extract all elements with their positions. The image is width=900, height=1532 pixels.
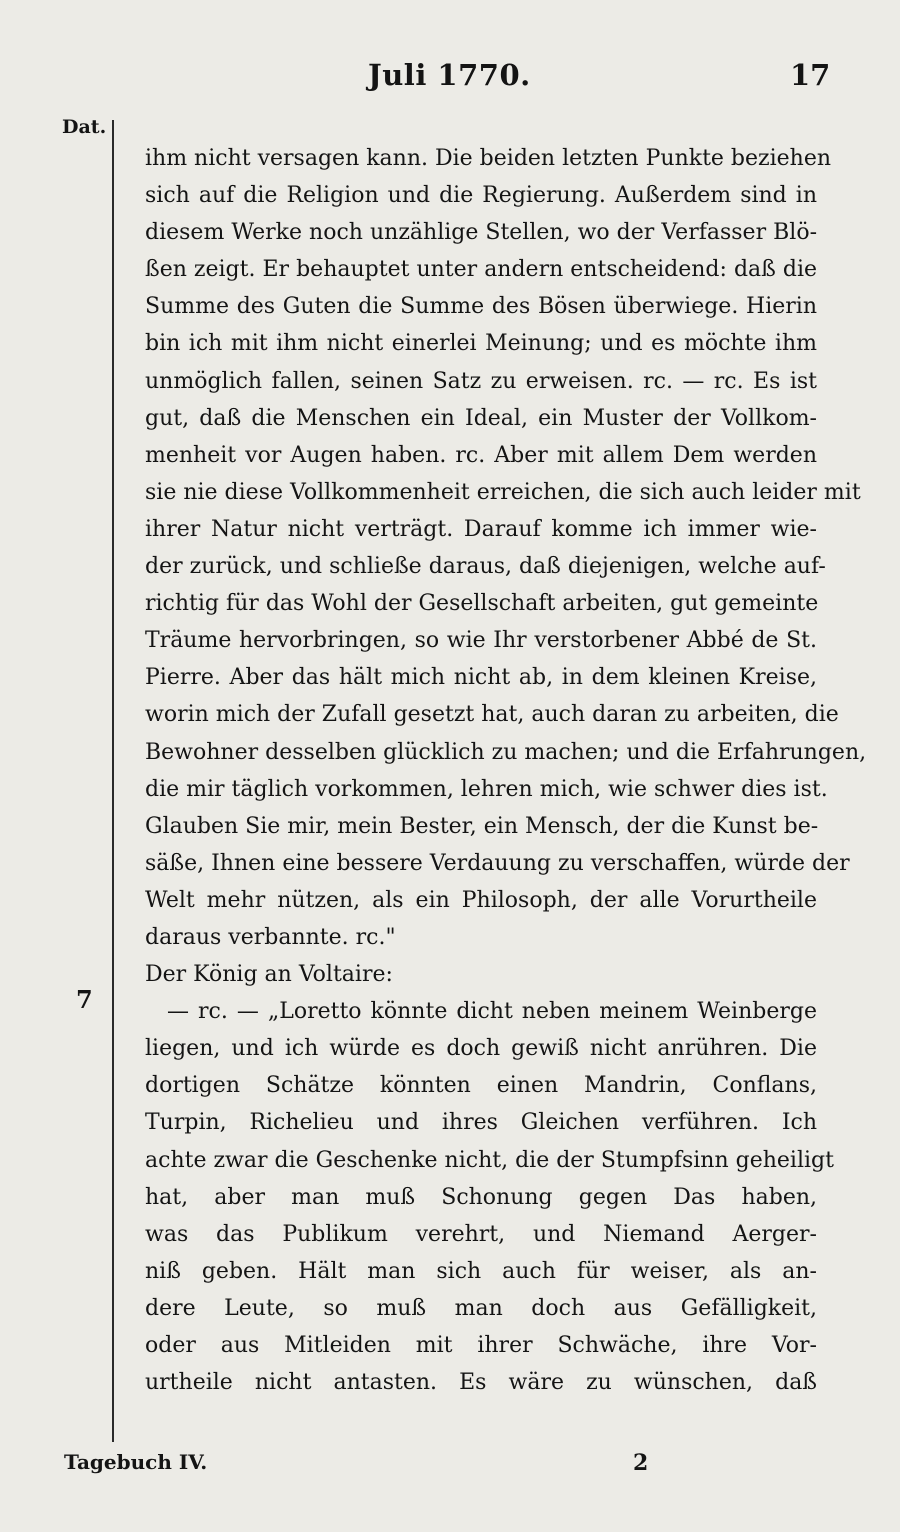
text-line: Glauben Sie mir, mein Bester, ein Mensch, der die Kunst be- [145, 813, 819, 839]
text-line: diesem Werke noch unzählige Stellen, wo der Verfasser Blö- [145, 220, 817, 246]
text-line: Summe des Guten die Summe des Bösen überwiege. Hierin [145, 294, 817, 320]
text-line: hat, aber man muß Schonung gegen Das haben, [145, 1184, 817, 1210]
sheet-number: 2 [633, 1450, 649, 1476]
text-line: Pierre. Aber das hält mich nicht ab, in dem kleinen Kreise, [145, 665, 817, 691]
text-line: achte zwar die Geschenke nicht, die der Stumpfsinn geheiligt [145, 1147, 834, 1173]
margin-day-marker: 7 [76, 985, 93, 1014]
page-header [0, 58, 900, 98]
text-line: Träume hervorbringen, so wie Ihr verstorbener Abbé de St. [145, 628, 817, 654]
text-line: was das Publikum verehrt, und Niemand Aerger- [145, 1221, 817, 1247]
letter-heading: Der König an Voltaire: [145, 962, 393, 988]
text-line: richtig für das Wohl der Gesellschaft arbeiten, gut gemeinte [145, 591, 819, 617]
text-line: sie nie diese Vollkommenheit erreichen, die sich auch leider mit [145, 479, 861, 505]
page-number: 17 [790, 58, 831, 92]
signature-mark: Tagebuch IV. [64, 1450, 208, 1474]
text-line: Turpin, Richelieu und ihres Gleichen verführen. Ich [145, 1110, 817, 1136]
margin-date-label: Dat. [62, 116, 107, 138]
text-line: bin ich mit ihm nicht einerlei Meinung; und es möchte ihm [145, 331, 817, 357]
text-line: liegen, und ich würde es doch gewiß nicht anrühren. Die [145, 1036, 817, 1062]
text-line: Bewohner desselben glücklich zu machen; und die Erfahrungen, [145, 739, 867, 765]
text-line: daraus verbannte. rc." [145, 924, 396, 950]
text-line: urtheile nicht antasten. Es wäre zu wünschen, daß [145, 1370, 817, 1396]
text-line: ßen zeigt. Er behauptet unter andern entscheidend: daß die [145, 257, 817, 283]
page-footer [0, 1450, 900, 1490]
text-line: säße, Ihnen eine bessere Verdauung zu verschaffen, würde der [145, 850, 850, 876]
text-line: oder aus Mitleiden mit ihrer Schwäche, ihre Vor- [145, 1333, 817, 1358]
text-line: dere Leute, so muß man doch aus Gefälligkeit, [145, 1295, 817, 1321]
text-line: gut, daß die Menschen ein Ideal, ein Muster der Vollkom- [145, 405, 817, 431]
text-line: die mir täglich vorkommen, lehren mich, wie schwer dies ist. [145, 776, 828, 802]
running-title: Juli 1770. [368, 58, 531, 92]
text-line: der zurück, und schließe daraus, daß diejenigen, welche auf- [145, 554, 826, 580]
text-line: Welt mehr nützen, als ein Philosoph, der alle Vorurtheile [145, 887, 817, 913]
text-line: dortigen Schätze könnten einen Mandrin, Conflans, [145, 1073, 817, 1099]
margin-rule [112, 120, 114, 1442]
text-line: unmöglich fallen, seinen Satz zu erweisen. rc. — rc. Es ist [145, 368, 817, 394]
text-line: menheit vor Augen haben. rc. Aber mit allem Dem werden [145, 442, 817, 468]
text-line: worin mich der Zufall gesetzt hat, auch daran zu arbeiten, die [145, 702, 839, 728]
text-line: ihrer Natur nicht verträgt. Darauf komme ich immer wie- [145, 516, 817, 542]
body-text [145, 140, 867, 1401]
text-line: niß geben. Hält man sich auch für weiser, als an- [145, 1258, 817, 1284]
text-line: sich auf die Religion und die Regierung. Außerdem sind in [145, 183, 817, 209]
text-line: ihm nicht versagen kann. Die beiden letzten Punkte beziehen [145, 146, 832, 171]
text-line: — rc. — „Loretto könnte dicht neben meinem Weinberge [167, 999, 817, 1025]
